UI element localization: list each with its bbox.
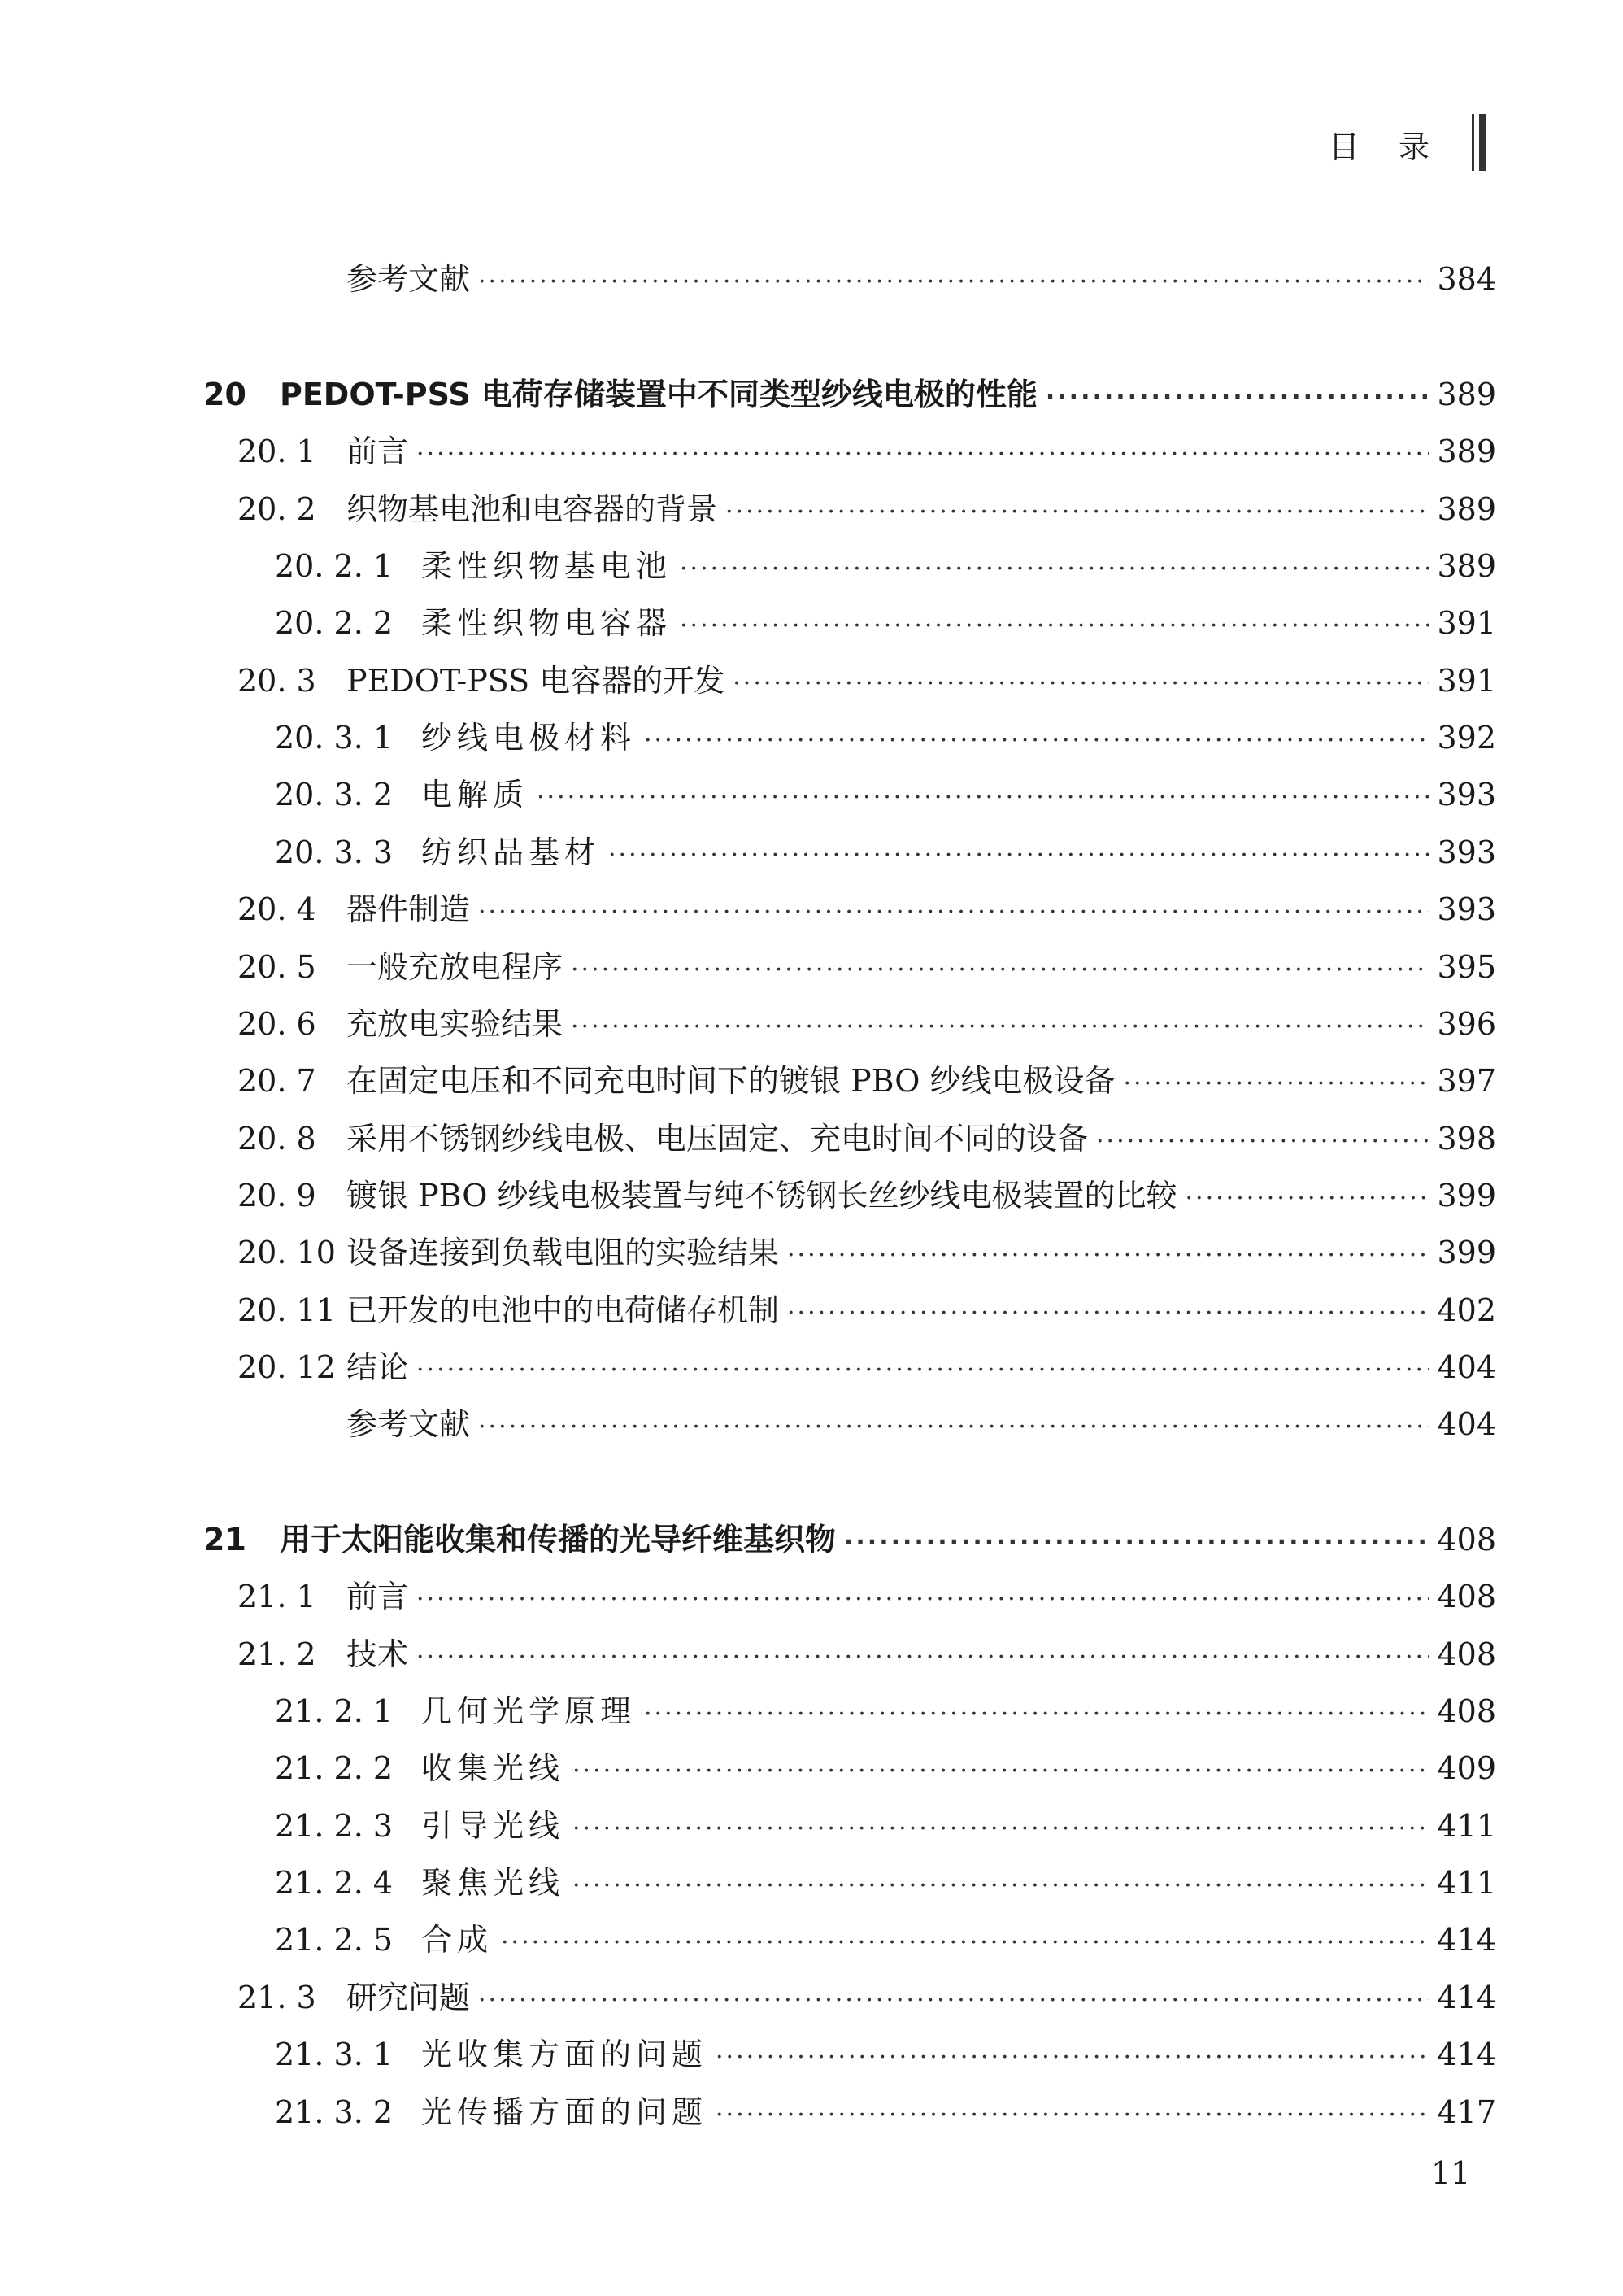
toc-entry-title: 柔性织物基电池 — [421, 548, 672, 585]
toc-dot-leader — [501, 1923, 1429, 1963]
toc-entry-number: 20. 10 — [237, 1235, 336, 1271]
toc-entry-number: 20. 5 — [237, 948, 316, 985]
toc-dot-leader — [478, 1407, 1429, 1448]
toc-entry-number: 21. 2. 4 — [275, 1865, 394, 1902]
toc-entry-page: 408 — [1437, 1579, 1496, 1615]
toc-entry-page: 389 — [1437, 490, 1496, 527]
toc-entry[interactable] — [203, 889, 1496, 930]
toc-dot-leader — [416, 1637, 1429, 1678]
toc-dot-leader — [572, 1809, 1429, 1849]
toc-entry[interactable] — [203, 2034, 1496, 2075]
toc-dot-leader — [1186, 1178, 1429, 1219]
toc-entry[interactable] — [203, 1061, 1496, 1101]
toc-entry[interactable] — [203, 774, 1496, 815]
toc-entry-page: 411 — [1437, 1807, 1496, 1844]
toc-dot-leader — [733, 664, 1429, 704]
toc-entry-page: 398 — [1437, 1120, 1496, 1157]
toc-entry[interactable] — [203, 1004, 1496, 1044]
toc-dot-leader — [716, 2037, 1429, 2078]
toc-entry[interactable] — [203, 1347, 1496, 1388]
toc-entry-number: 20. 3. 3 — [275, 834, 394, 870]
toc-entry-page: 399 — [1437, 1177, 1496, 1213]
toc-dot-leader — [644, 1694, 1429, 1735]
toc-entry-number: 21. 2. 3 — [275, 1807, 394, 1844]
toc-entry-title: 技术 — [346, 1636, 409, 1672]
toc-entry-title: 充放电实验结果 — [346, 1005, 563, 1042]
toc-entry-number: 20. 4 — [237, 891, 316, 928]
toc-entry-number: 21. 2. 2 — [275, 1750, 394, 1787]
toc-entry-number: 20. 12 — [237, 1348, 336, 1385]
toc-dot-leader — [787, 1235, 1429, 1276]
toc-entry[interactable] — [203, 1748, 1496, 1788]
toc-entry-page: 393 — [1437, 834, 1496, 870]
toc-entry[interactable] — [203, 947, 1496, 987]
toc-entry[interactable] — [203, 489, 1496, 529]
toc-entry-number: 21. 2. 5 — [275, 1922, 394, 1958]
toc-entry-title: 用于太阳能收集和传播的光导纤维基织物 — [280, 1522, 837, 1558]
toc-dot-leader — [680, 549, 1429, 590]
toc-entry-title: 一般充放电程序 — [346, 948, 563, 985]
toc-dot-leader — [478, 1980, 1429, 2021]
toc-entry-page: 384 — [1437, 261, 1496, 297]
toc-dot-leader — [787, 1293, 1429, 1334]
toc-entry-page: 391 — [1437, 662, 1496, 699]
toc-entry[interactable] — [203, 1863, 1496, 1903]
toc-entry-page: 414 — [1437, 1979, 1496, 2015]
toc-entry-title: 电解质 — [421, 777, 529, 813]
toc-entry-title: 设备连接到负载电阻的实验结果 — [346, 1235, 780, 1271]
toc-entry-number: 20. 2. 2 — [275, 605, 394, 642]
toc-entry-number: 20. 7 — [237, 1063, 316, 1100]
toc-entry-number: 20 — [203, 377, 246, 412]
toc-entry[interactable] — [203, 1290, 1496, 1331]
running-head-title: 目 录 — [1328, 129, 1444, 165]
toc-entry-page: 389 — [1437, 377, 1496, 412]
toc-dot-leader — [416, 1579, 1429, 1620]
toc-entry-title: 结论 — [346, 1348, 409, 1385]
toc-entry-number: 21 — [203, 1522, 246, 1558]
toc-chapter-entry[interactable] — [203, 374, 1496, 415]
toc-entry-page: 389 — [1437, 433, 1496, 470]
toc-dot-leader — [1124, 1064, 1429, 1104]
toc-entry[interactable] — [203, 1404, 1496, 1444]
toc-entry-page: 408 — [1437, 1522, 1496, 1558]
toc-entry-page: 392 — [1437, 720, 1496, 756]
header-rule-decoration — [1472, 114, 1486, 171]
toc-entry-page: 417 — [1437, 2093, 1496, 2130]
toc-entry-title: 在固定电压和不同充电时间下的镀银 PBO 纱线电极设备 — [346, 1063, 1116, 1100]
toc-entry-page: 397 — [1437, 1063, 1496, 1100]
toc-entry-title: 前言 — [346, 433, 409, 470]
toc-entry-title: 纱线电极材料 — [421, 720, 637, 756]
toc-entry-title: 器件制造 — [346, 891, 471, 928]
toc-entry[interactable] — [203, 1175, 1496, 1216]
toc-dot-leader — [716, 2095, 1429, 2136]
toc-entry-title: 柔性织物电容器 — [421, 605, 672, 642]
toc-entry[interactable] — [203, 546, 1496, 586]
toc-entry[interactable] — [203, 431, 1496, 472]
toc-entry-page: 391 — [1437, 605, 1496, 642]
toc-dot-leader — [608, 835, 1429, 876]
toc-dot-leader — [844, 1523, 1429, 1563]
toc-entry-page: 414 — [1437, 1922, 1496, 1958]
toc-entry-number: 20. 2 — [237, 490, 316, 527]
toc-entry-title: 研究问题 — [346, 1979, 471, 2015]
toc-dot-leader — [537, 778, 1429, 818]
toc-entry-page: 408 — [1437, 1636, 1496, 1672]
toc-entry-title: 光收集方面的问题 — [421, 2037, 708, 2073]
toc-entry-number: 21. 1 — [237, 1579, 316, 1615]
toc-dot-leader — [571, 1007, 1429, 1048]
toc-entry-title: 镀银 PBO 纱线电极装置与纯不锈钢长丝纱线电极装置的比较 — [346, 1177, 1177, 1213]
toc-entry-page: 393 — [1437, 891, 1496, 928]
toc-entry[interactable] — [203, 1232, 1496, 1273]
toc-entry-page: 399 — [1437, 1235, 1496, 1271]
toc-entry-title: 织物基电池和电容器的背景 — [346, 490, 718, 527]
toc-entry-title: 收集光线 — [421, 1750, 565, 1787]
toc-entry-number: 20. 8 — [237, 1120, 316, 1157]
toc-entry-title: 参考文献 — [346, 261, 471, 297]
toc-entry-title: 几何光学原理 — [421, 1693, 637, 1730]
toc-entry-title: 前言 — [346, 1579, 409, 1615]
toc-entry-title: 参考文献 — [346, 1406, 471, 1443]
toc-entry-number: 20. 3 — [237, 662, 316, 699]
toc-entry-title: PEDOT-PSS 电荷存储装置中不同类型纱线电极的性能 — [280, 377, 1038, 412]
toc-entry[interactable] — [203, 603, 1496, 643]
toc-entry-title: 采用不锈钢纱线电极、电压固定、充电时间不同的设备 — [346, 1120, 1089, 1157]
toc-dot-leader — [572, 1751, 1429, 1792]
toc-entry-number: 21. 3. 1 — [275, 2037, 394, 2073]
toc-entry-page: 395 — [1437, 948, 1496, 985]
toc-entry[interactable] — [203, 660, 1496, 701]
toc-entry-page: 402 — [1437, 1292, 1496, 1328]
toc-dot-leader — [478, 892, 1429, 933]
toc-dot-leader — [1096, 1122, 1429, 1162]
toc-entry-page: 389 — [1437, 548, 1496, 585]
toc-entry-number: 20. 1 — [237, 433, 316, 470]
toc-entry-number: 20. 3. 1 — [275, 720, 394, 756]
toc-entry[interactable] — [203, 259, 1496, 299]
toc-entry-number: 20. 2. 1 — [275, 548, 394, 585]
toc-entry-number: 21. 2. 1 — [275, 1693, 394, 1730]
toc-dot-leader — [571, 950, 1429, 991]
toc-dot-leader — [478, 262, 1429, 303]
toc-entry-page: 393 — [1437, 777, 1496, 813]
toc-entry-page: 409 — [1437, 1750, 1496, 1787]
toc-entry-number: 20. 9 — [237, 1177, 316, 1213]
toc-dot-leader — [572, 1866, 1429, 1906]
toc-entry-page: 408 — [1437, 1693, 1496, 1730]
toc-entry-number: 20. 3. 2 — [275, 777, 394, 813]
toc-dot-leader — [680, 606, 1429, 647]
toc-dot-leader — [644, 721, 1429, 761]
toc-entry-number: 20. 11 — [237, 1292, 336, 1328]
toc-entry[interactable] — [203, 1118, 1496, 1159]
toc-entry-title: 纺织品基材 — [421, 834, 601, 870]
toc-dot-leader — [416, 1350, 1429, 1391]
toc-entry-title: 光传播方面的问题 — [421, 2093, 708, 2130]
toc-entry-page: 414 — [1437, 2037, 1496, 2073]
toc-entry[interactable] — [203, 1919, 1496, 1960]
toc-entry-number: 21. 3. 2 — [275, 2093, 394, 2130]
toc-chapter-entry[interactable] — [203, 1519, 1496, 1560]
toc-entry-page: 396 — [1437, 1005, 1496, 1042]
toc-entry[interactable] — [203, 832, 1496, 873]
toc-entry-number: 20. 6 — [237, 1005, 316, 1042]
toc-entry-title: 已开发的电池中的电荷储存机制 — [346, 1292, 780, 1328]
toc-entry-title: 引导光线 — [421, 1807, 565, 1844]
toc-entry-title: 合成 — [421, 1922, 494, 1958]
toc-entry-title: PEDOT-PSS 电容器的开发 — [346, 662, 725, 699]
page-number: 11 — [1431, 2155, 1471, 2191]
toc-entry[interactable] — [203, 2092, 1496, 2133]
toc-dot-leader — [1046, 377, 1429, 418]
toc-dot-leader — [416, 434, 1429, 475]
toc-entry[interactable] — [203, 1576, 1496, 1617]
toc-entry-number: 21. 2 — [237, 1636, 316, 1672]
toc-entry[interactable] — [203, 1634, 1496, 1675]
toc-entry-page: 411 — [1437, 1865, 1496, 1902]
toc-entry-page: 404 — [1437, 1406, 1496, 1443]
toc-entry[interactable] — [203, 717, 1496, 758]
toc-entry-number: 21. 3 — [237, 1979, 316, 2015]
toc-entry-page: 404 — [1437, 1348, 1496, 1385]
toc-dot-leader — [725, 492, 1429, 533]
toc-entry[interactable] — [203, 1691, 1496, 1732]
toc-entry[interactable] — [203, 1977, 1496, 2018]
toc-entry[interactable] — [203, 1806, 1496, 1846]
toc-entry-title: 聚焦光线 — [421, 1865, 565, 1902]
